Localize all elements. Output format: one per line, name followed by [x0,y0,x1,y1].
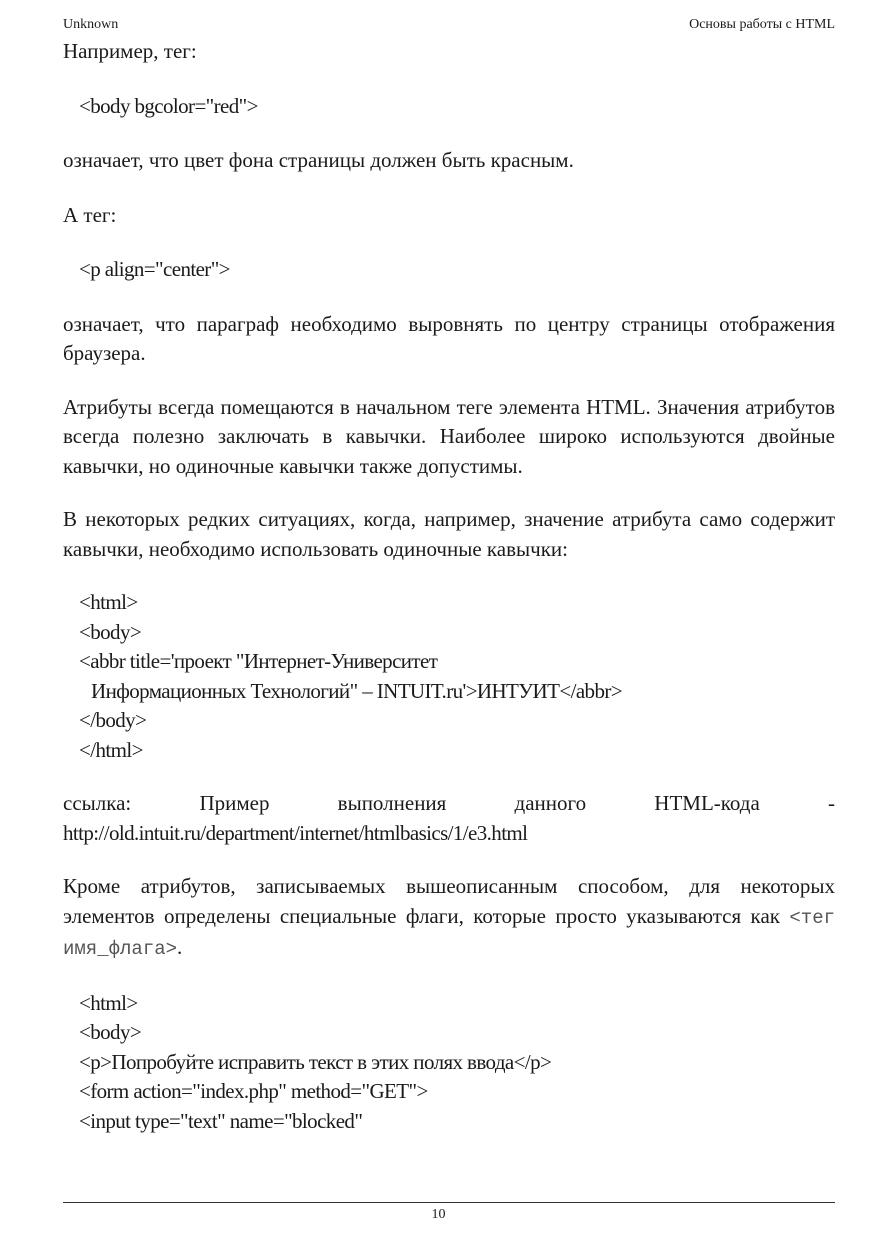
code-line: <html> [79,990,138,1015]
paragraph-align-explanation: означает, что параграф необходимо выровнять по центру страницы отображения браузера. [63,311,835,365]
code-block-form [63,989,835,1137]
code-line: <input type="text" name="blocked" [79,1108,363,1133]
paragraph-intro: Например, тег: [63,39,197,63]
code-line: Информационных Технологий" – INTUIT.ru'>ИНТУИТ</abbr> [91,678,622,703]
paragraph-bgcolor-explanation: означает, что цвет фона страницы должен быть красным. [63,148,574,172]
code-line: </html> [79,737,143,762]
header-title: Основы работы с HTML [689,17,835,32]
paragraph-tag: А тег: [63,202,117,227]
paragraph-attributes: Атрибуты всегда помещаются в начальном теге элемента HTML. Значения атрибутов всегда полезно заключать в кавычки. Наиболее широко используются двойные кавычки, но одиночные кавычки также допустимы. [63,394,835,478]
example-link-label: ссылка: Пример выполнения данного HTML-кода - [63,791,835,815]
example-link-url[interactable]: http://old.intuit.ru/department/internet/htmlbasics/1/e3.html [63,820,528,845]
paragraph-flags [63,872,835,965]
paragraph-flags-text: Кроме атрибутов, записываемых вышеописанным способом, для некоторых элементов определены специальные флаги, которые просто указываются как [63,874,835,928]
flag-syntax-code: <тег имя_флага> [63,906,835,960]
code-line: <body> [79,619,142,644]
code-line: </body> [79,708,147,732]
code-body-bgcolor: <body bgcolor="red"> [79,93,258,118]
paragraph-single-quotes: В некоторых редких ситуациях, когда, например, значение атрибута само содержит кавычки, необходимо использовать одиночные кавычки: [63,507,835,561]
code-line: <p>Попробуйте исправить текст в этих полях ввода</p> [79,1049,552,1074]
page-body [63,37,835,1136]
footer-divider [63,1202,835,1203]
code-line: <html> [79,590,138,614]
code-line: <body> [79,1020,142,1044]
paragraph-flags-end: . [177,935,183,959]
code-block-abbr [63,588,835,765]
code-line: <abbr title='проект "Интернет-Университет [79,649,438,673]
page-number: 10 [431,1207,446,1222]
code-p-align: <p align="center"> [79,257,230,281]
header-author: Unknown [63,17,119,32]
code-line: <form action="index.php" method="GET"> [79,1079,428,1103]
